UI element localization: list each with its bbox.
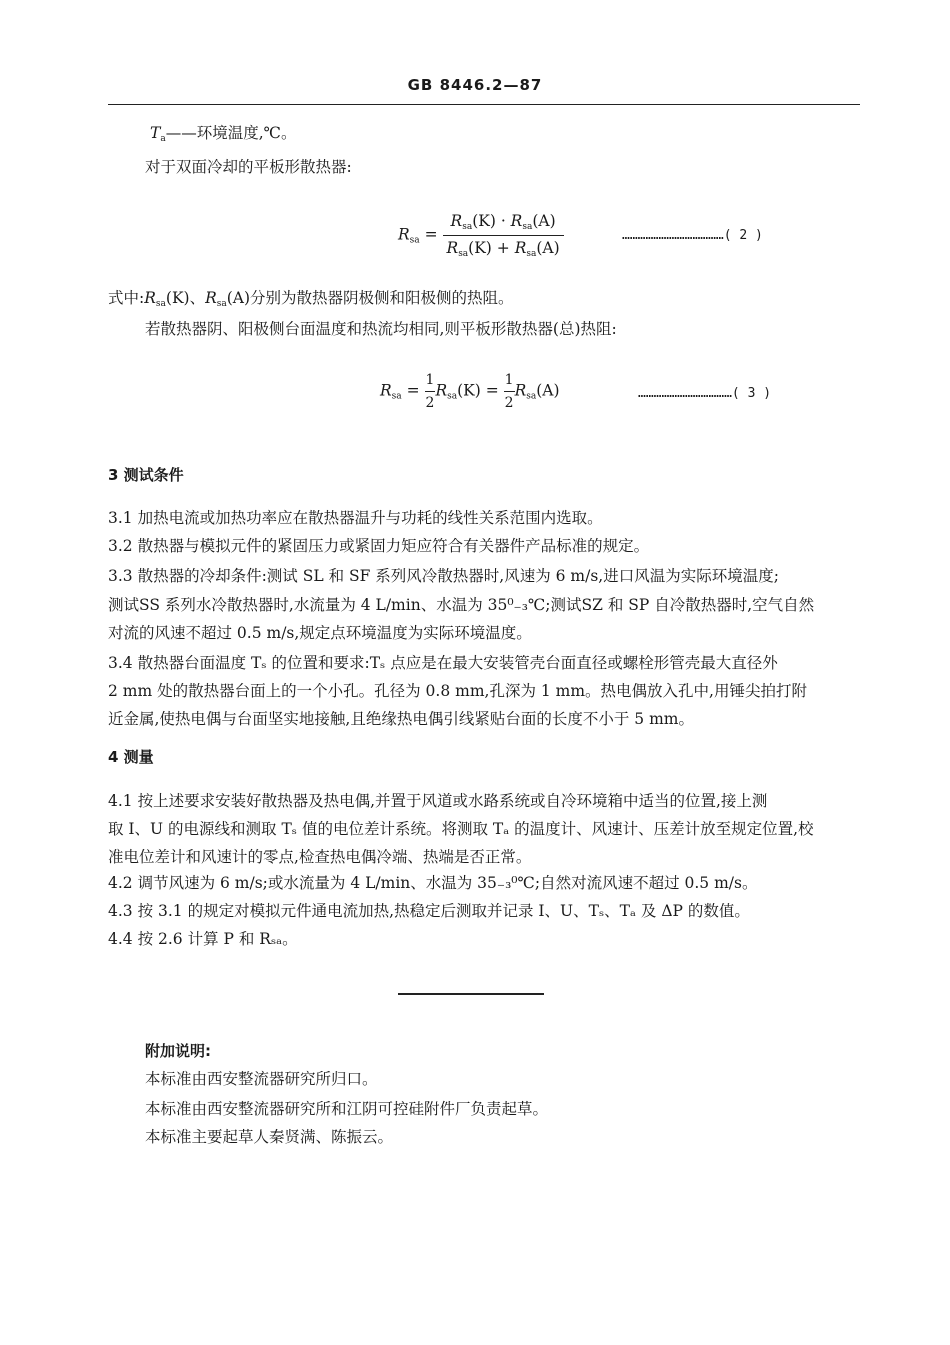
- eq2-den-a-sub: sa: [458, 249, 469, 259]
- note-2: 本标准由西安整流器研究所和江阴可控硅附件厂负责起草。: [145, 1100, 549, 1118]
- eq2-lhs-sub: sa: [409, 235, 420, 246]
- eq2-num-a-arg: (K): [472, 212, 496, 230]
- ta-definition: [150, 120, 297, 153]
- eq2-dot: ·: [495, 212, 511, 230]
- eq2-fraction: [443, 212, 564, 259]
- section-3-heading: 3 测试条件: [108, 466, 184, 484]
- eq3-half-2: [504, 372, 515, 411]
- where-k: (K)、: [165, 289, 206, 307]
- ta-subscript: a: [160, 134, 166, 144]
- eq2-num-b-arg: (A): [532, 212, 556, 230]
- eq3-half-2-num: 1: [504, 372, 515, 392]
- para-4-4: 4.4 按 2.6 计算 P 和 Rₛₐ。: [108, 930, 298, 948]
- section-4-heading: 4 测量: [108, 748, 154, 766]
- equation-3: [380, 372, 560, 411]
- eq2-plus: +: [491, 239, 515, 257]
- para-3-4-line-3: 近金属,使热电偶与台面坚实地接触,且绝缘热电偶引线紧贴台面的长度不小于 5 mm。: [108, 710, 694, 728]
- eq3-half-1-num: 1: [425, 372, 436, 392]
- where-r: R: [144, 289, 156, 307]
- para-4-1-line-3: 准电位差计和风速计的零点,检查热电偶冷端、热端是否正常。: [108, 848, 532, 866]
- para-3-4-line-1: 3.4 散热器台面温度 Tₛ 的位置和要求:Tₛ 点应是在最大安装管壳台面直径或螺栓形管壳最大直径外: [108, 654, 778, 672]
- para-3-2: 3.2 散热器与模拟元件的紧固压力或紧固力矩应符合有关器件产品标准的规定。: [108, 537, 650, 555]
- eq3-r1-arg: (K): [457, 381, 481, 400]
- para-4-2: 4.2 调节风速为 6 m/s;或水流量为 4 L/min、水温为 35₋₃⁰℃;自然对流风速不超过 0.5 m/s。: [108, 874, 758, 892]
- eq3-r2: R: [514, 381, 527, 400]
- where-prefix: 式中:: [108, 289, 145, 307]
- eq2-num-b: R: [510, 212, 523, 230]
- para-4-3: 4.3 按 3.1 的规定对模拟元件通电流加热,热稳定后测取并记录 I、U、Tₛ、Tₐ 及 ΔP 的数值。: [108, 902, 750, 920]
- same-temp-text: 若散热器阴、阳极侧台面温度和热流均相同,则平板形散热器(总)热阻:: [145, 320, 617, 338]
- eq3-half-2-den: 2: [504, 395, 514, 411]
- eq2-den-a-arg: (K): [468, 239, 492, 257]
- eq3-equals-2: =: [485, 381, 504, 400]
- eq2-den-a: R: [446, 239, 459, 257]
- equation-2: [398, 212, 564, 259]
- eq2-denominator: [443, 236, 564, 259]
- page-header: GB 8446.2—87: [407, 76, 543, 94]
- eq2-num-b-sub: sa: [522, 222, 533, 232]
- para-3-1: 3.1 加热电流或加热功率应在散热器温升与功耗的线性关系范围内选取。: [108, 509, 603, 527]
- eq3-r1-sub: sa: [447, 391, 458, 402]
- note-3: 本标准主要起草人秦贤满、陈振云。: [145, 1128, 394, 1146]
- eq3-lhs: R: [380, 381, 392, 400]
- eq2-equals: =: [424, 225, 443, 244]
- eq3-r1: R: [435, 381, 448, 400]
- eq2-lhs: R: [398, 225, 410, 244]
- where-r2-sub: sa: [216, 299, 227, 309]
- eq2-den-b-sub: sa: [526, 249, 537, 259]
- where-r-sub: sa: [155, 299, 166, 309]
- eq2-num-a-sub: sa: [462, 222, 473, 232]
- eq3-r2-arg: (A): [536, 381, 560, 400]
- eq3-number: ………………………………( 3 ): [638, 386, 772, 401]
- eq3-equals-1: =: [406, 381, 425, 400]
- eq2-num-a: R: [450, 212, 463, 230]
- where-text: [108, 285, 514, 318]
- eq3-lhs-sub: sa: [391, 391, 402, 402]
- eq2-den-b: R: [514, 239, 527, 257]
- ta-text: ——环境温度,℃。: [165, 124, 297, 142]
- notes-heading: 附加说明:: [145, 1042, 211, 1060]
- eq3-r2-sub: sa: [526, 391, 537, 402]
- double-face-intro: 对于双面冷却的平板形散热器:: [145, 158, 352, 176]
- eq3-half-1: [425, 372, 436, 411]
- eq2-numerator: [443, 212, 564, 236]
- para-3-4-line-2: 2 mm 处的散热器台面上的一个小孔。孔径为 0.8 mm,孔深为 1 mm。热电偶放入孔中,用锤尖拍打附: [108, 682, 807, 700]
- ta-symbol: T: [150, 124, 161, 142]
- header-rule: [108, 104, 860, 105]
- para-3-3-line-3: 对流的风速不超过 0.5 m/s,规定点环境温度为实际环境温度。: [108, 624, 532, 642]
- where-a: (A)分别为散热器阴极侧和阳极侧的热阻。: [226, 289, 514, 307]
- note-1: 本标准由西安整流器研究所归口。: [145, 1070, 378, 1088]
- para-4-1-line-1: 4.1 按上述要求安装好散热器及热电偶,并置于风道或水路系统或自冷环境箱中适当的位置,接上测: [108, 792, 768, 810]
- para-3-3-line-2: 测试SS 系列水冷散热器时,水流量为 4 L/min、水温为 35⁰₋₃℃;测试SZ 和 SP 自冷散热器时,空气自然: [108, 596, 815, 614]
- para-3-3-line-1: 3.3 散热器的冷却条件:测试 SL 和 SF 系列风冷散热器时,风速为 6 m/s,进口风温为实际环境温度;: [108, 567, 779, 585]
- end-rule: [398, 993, 544, 995]
- para-4-1-line-2: 取 I、U 的电源线和测取 Tₛ 值的电位差计系统。将测取 Tₐ 的温度计、风速计、压差计放至规定位置,校: [108, 820, 814, 838]
- eq2-den-b-arg: (A): [536, 239, 560, 257]
- eq2-number: …………………………………( 2 ): [622, 228, 763, 243]
- where-r2: R: [205, 289, 217, 307]
- eq3-half-1-den: 2: [425, 395, 435, 411]
